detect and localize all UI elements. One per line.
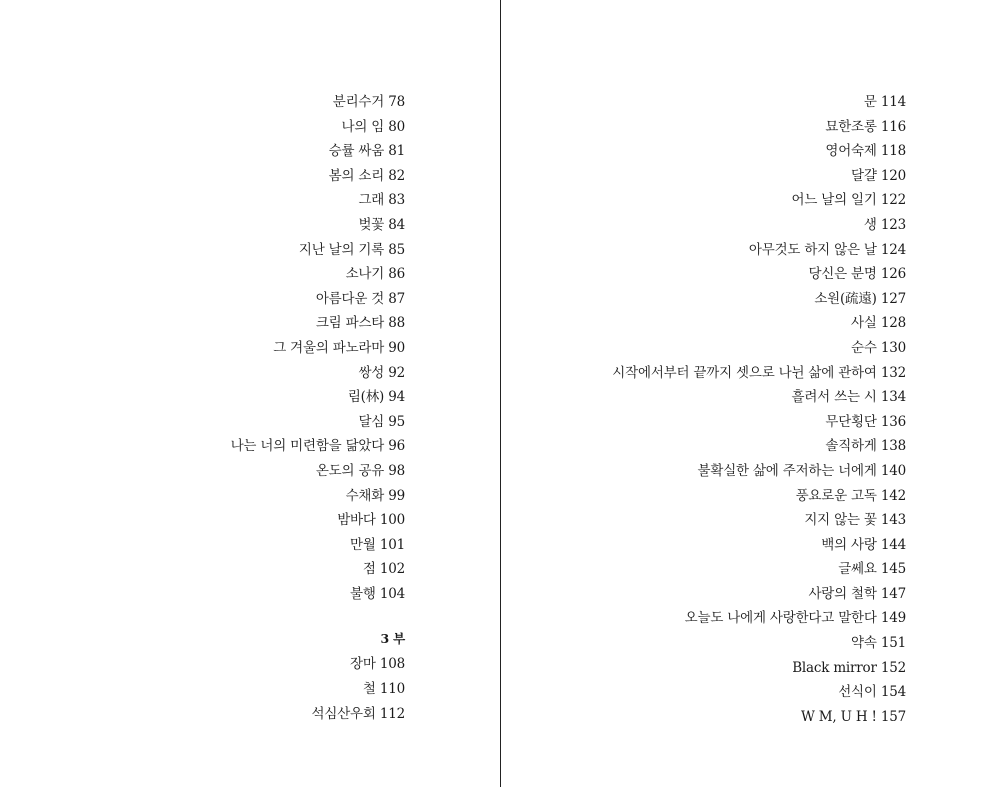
toc-entry-title: 수채화 (345, 487, 385, 504)
toc-entry (231, 436, 405, 461)
toc-entry-title: 풍요로운 고독 (795, 487, 877, 504)
toc-entry-page-number: 86 (388, 266, 405, 283)
toc-entry-page-number: 95 (388, 413, 405, 430)
toc-entry (231, 363, 405, 388)
toc-entry-page-number: 90 (388, 339, 405, 356)
toc-entry-title: 아무것도 하지 않은 날 (748, 241, 877, 258)
toc-entry (612, 461, 906, 486)
toc-entry-title: 소원(疏遠) (814, 290, 877, 307)
toc-entry-title: 백의 사랑 (821, 536, 877, 553)
toc-entry-title: 점 (362, 561, 376, 578)
toc-entry (231, 141, 405, 166)
toc-entry (231, 92, 405, 117)
toc-entry (612, 707, 906, 732)
toc-entry-page-number: 85 (388, 241, 405, 258)
toc-entry (231, 264, 405, 289)
toc-entry (231, 654, 405, 679)
toc-entry (231, 535, 405, 560)
toc-entry-page-number: 100 (379, 512, 405, 529)
toc-entry-title: 오늘도 나에게 사랑한다고 말한다 (684, 610, 877, 627)
toc-entry-page-number: 101 (379, 536, 405, 553)
toc-entry (612, 215, 906, 240)
toc-entry (612, 559, 906, 584)
toc-entry-page-number: 140 (880, 462, 906, 479)
toc-entry (612, 240, 906, 265)
toc-entry-title: 영어숙제 (825, 143, 877, 160)
toc-entry-title: 만월 (350, 536, 376, 553)
toc-entry (231, 704, 405, 729)
toc-entry-page-number: 128 (880, 315, 906, 332)
toc-entry-title: 그 겨울의 파노라마 (273, 339, 385, 356)
toc-entry-page-number: 126 (880, 266, 906, 283)
toc-entry (612, 535, 906, 560)
toc-entry (612, 92, 906, 117)
toc-entry (612, 608, 906, 633)
toc-entry-page-number: 138 (880, 438, 906, 455)
toc-entry-page-number: 123 (880, 216, 906, 233)
toc-entry-title: 지지 않는 꽃 (804, 512, 877, 529)
toc-entry-page-number: 82 (388, 167, 405, 184)
toc-entry-title: 불행 (350, 585, 376, 602)
toc-entry-page-number: 143 (880, 512, 906, 529)
book-spine-divider (500, 0, 501, 787)
toc-entry (231, 584, 405, 609)
toc-entry-title: 달걀 (851, 167, 877, 184)
toc-entry-title: 약속 (851, 635, 877, 652)
toc-entry-page-number: 151 (880, 635, 906, 652)
toc-entry-title: 선식이 (838, 684, 877, 701)
toc-entry-title: 승률 싸움 (328, 143, 385, 160)
toc-entry (612, 117, 906, 142)
toc-entry (612, 363, 906, 388)
toc-entry-title: 사랑의 철학 (808, 585, 877, 602)
toc-entry-title: 쌍성 (358, 364, 385, 381)
toc-entry-title: 장마 (350, 656, 376, 673)
toc-entry (231, 679, 405, 704)
toc-entry (612, 436, 906, 461)
toc-entry-page-number: 96 (388, 438, 405, 455)
toc-entry-page-number: 142 (880, 487, 906, 504)
toc-entry-page-number: 114 (880, 94, 906, 110)
toc-entry-title: 달심 (358, 413, 385, 430)
toc-entry-title: 그래 (358, 192, 385, 209)
toc-entry (612, 633, 906, 658)
toc-entry-title: Black mirror (792, 659, 877, 676)
toc-entry-page-number: 104 (379, 585, 405, 602)
toc-entry (612, 141, 906, 166)
toc-entry (612, 166, 906, 191)
toc-entry-page-number: 84 (388, 216, 405, 233)
toc-entry-page-number: 136 (880, 413, 906, 430)
toc-entry (231, 412, 405, 437)
toc-entry-title: 글쎄요 (838, 561, 877, 578)
toc-entry-page-number: 147 (880, 585, 906, 602)
toc-entry-page-number: 83 (388, 192, 405, 209)
toc-entry (612, 190, 906, 215)
left-page-contents-list (231, 92, 405, 728)
toc-entry-title: 밤바다 (337, 512, 376, 529)
toc-entry-page-number: 152 (880, 659, 906, 676)
toc-entry-page-number: 124 (880, 241, 906, 258)
toc-entry-title: 무단횡단 (825, 413, 881, 430)
toc-entry (231, 559, 405, 584)
toc-entry-page-number: 87 (388, 290, 405, 307)
toc-entry-title: 철 (362, 681, 376, 698)
toc-entry-title: 시작에서부터 끝까지 셋으로 나뉜 삶에 관하여 (612, 364, 877, 381)
toc-entry-page-number: 154 (880, 684, 906, 701)
toc-entry (231, 289, 405, 314)
toc-entry-page-number: 102 (379, 561, 405, 578)
toc-entry (612, 510, 906, 535)
toc-entry-title: 소나기 (345, 266, 385, 283)
toc-entry (612, 313, 906, 338)
toc-entry (612, 658, 906, 683)
toc-entry (231, 387, 405, 412)
toc-entry-page-number: 98 (388, 462, 405, 479)
toc-entry-page-number: 118 (880, 143, 906, 160)
toc-entry (231, 461, 405, 486)
toc-entry-page-number: 78 (388, 94, 405, 110)
toc-entry-page-number: 81 (388, 143, 405, 160)
toc-entry (231, 510, 405, 535)
toc-entry (612, 289, 906, 314)
toc-entry-page-number: 134 (880, 389, 906, 406)
toc-entry-page-number: 99 (388, 487, 405, 504)
toc-entry-title: 벚꽃 (358, 216, 385, 233)
toc-entry-page-number: 116 (880, 118, 906, 135)
toc-entry-title: 불확실한 삶에 주저하는 너에게 (697, 462, 877, 479)
toc-entry-page-number: 92 (388, 364, 405, 381)
toc-entry-title: 솔직하게 (825, 438, 877, 455)
toc-entry-title: 당신은 분명 (808, 266, 877, 283)
toc-entry (612, 682, 906, 707)
toc-entry-title: 지난 날의 기록 (298, 241, 385, 258)
toc-entry-title: 어느 날의 일기 (791, 192, 877, 209)
toc-entry (231, 215, 405, 240)
toc-entry-title: 흘려서 쓰는 시 (791, 389, 877, 406)
section-heading: 3 부 (380, 631, 405, 647)
toc-entry (612, 387, 906, 412)
toc-entry-page-number: 130 (880, 339, 906, 356)
toc-entry-title: 순수 (851, 339, 877, 356)
toc-entry-page-number: 120 (880, 167, 906, 184)
toc-entry (231, 190, 405, 215)
toc-entry (612, 584, 906, 609)
toc-entry-title: 석심산우회 (311, 705, 376, 722)
toc-entry-title: 크림 파스타 (315, 315, 385, 332)
toc-entry-title: 아름다운 것 (315, 290, 385, 307)
toc-entry-page-number: 149 (880, 610, 906, 627)
toc-entry (231, 313, 405, 338)
toc-entry-page-number: 122 (880, 192, 906, 209)
right-page-contents-list (612, 92, 906, 731)
toc-entry-title: 분리수거 (332, 94, 385, 110)
toc-entry-title: 사실 (851, 315, 877, 332)
toc-entry-page-number: 132 (880, 364, 906, 381)
toc-entry-page-number: 144 (880, 536, 906, 553)
toc-entry-page-number: 94 (388, 389, 405, 406)
toc-entry-page-number: 112 (379, 705, 405, 722)
toc-entry (612, 412, 906, 437)
toc-entry-title: 문 (863, 94, 877, 110)
toc-entry (612, 264, 906, 289)
toc-entry (231, 240, 405, 265)
toc-entry-page-number: 110 (379, 681, 405, 698)
toc-entry-page-number: 88 (388, 315, 405, 332)
toc-entry (231, 338, 405, 363)
toc-entry-page-number: 108 (379, 656, 405, 673)
toc-entry-title: 묘한조롱 (825, 118, 877, 135)
toc-entry-page-number: 80 (388, 118, 405, 135)
toc-entry-title: W M, U H ! (801, 708, 877, 725)
toc-entry-title: 나는 너의 미련함을 닮았다 (230, 438, 385, 455)
toc-entry-title: 나의 임 (341, 118, 385, 135)
toc-entry (231, 486, 405, 511)
toc-entry (231, 166, 405, 191)
toc-entry-page-number: 127 (880, 290, 906, 307)
toc-entry (612, 486, 906, 511)
toc-entry-title: 생 (863, 216, 877, 233)
toc-entry-title: 림(林) (347, 389, 385, 406)
toc-entry-page-number: 145 (880, 561, 906, 578)
toc-entry (231, 117, 405, 142)
toc-entry (612, 338, 906, 363)
toc-entry-title: 온도의 공유 (315, 462, 385, 479)
toc-entry-title: 봄의 소리 (328, 167, 385, 184)
toc-entry-page-number: 157 (880, 708, 906, 725)
